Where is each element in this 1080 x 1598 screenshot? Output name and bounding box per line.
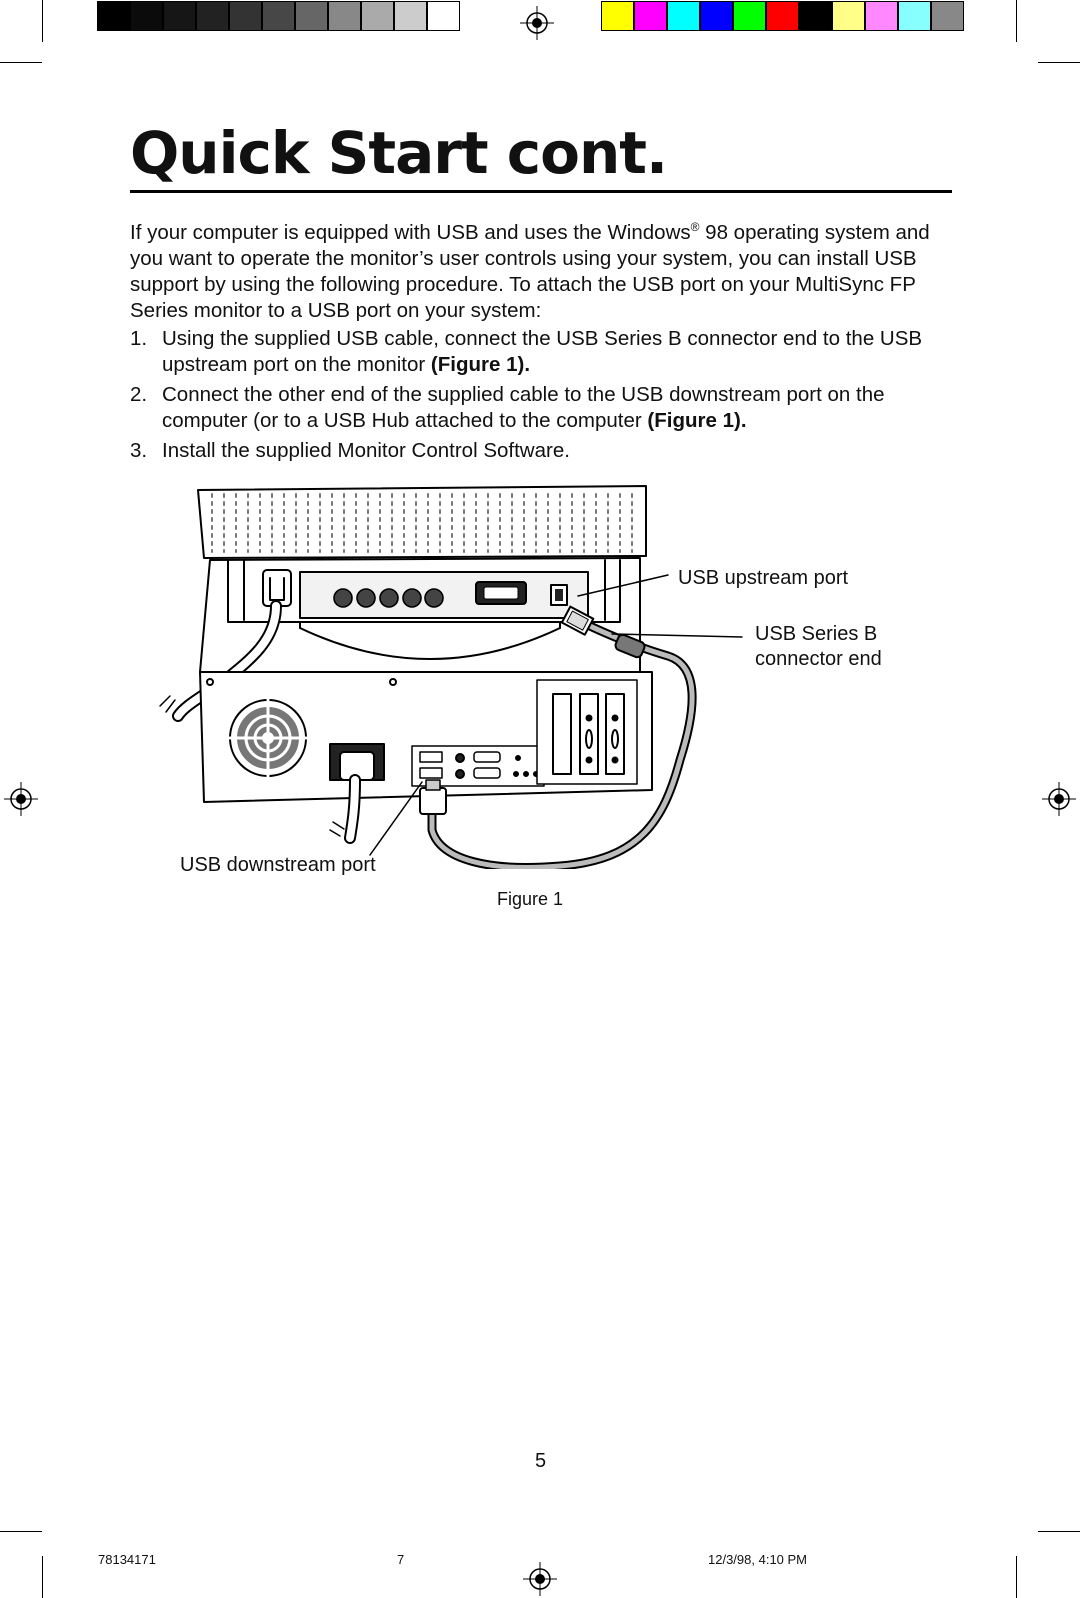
- registration-mark-icon: [520, 6, 554, 40]
- intro-text: If your computer is equipped with USB and uses the Windows: [130, 220, 691, 244]
- color-swatch: [766, 1, 799, 31]
- intro-paragraph: [130, 214, 960, 324]
- crop-mark: [42, 1556, 43, 1598]
- label-line: USB Series B: [755, 623, 878, 645]
- crop-mark: [0, 62, 42, 63]
- color-swatch: [898, 1, 931, 31]
- label-usb-downstream-port: USB downstream port: [180, 854, 376, 876]
- label-line: connector end: [755, 648, 882, 670]
- color-swatch: [130, 1, 163, 31]
- steps-list: [130, 326, 960, 468]
- registration-mark-icon: [1042, 782, 1076, 816]
- step-item: [130, 438, 960, 464]
- color-swatch: [262, 1, 295, 31]
- slug-timestamp: 12/3/98, 4:10 PM: [708, 1552, 808, 1567]
- color-swatch: [700, 1, 733, 31]
- title-divider: [130, 190, 952, 193]
- figure-reference: (Figure 1).: [430, 353, 531, 376]
- step-item: [130, 382, 960, 434]
- slug-sheet-number: 7: [397, 1552, 405, 1567]
- figure-caption: Figure 1: [497, 889, 564, 909]
- step-number: 3.: [130, 439, 148, 462]
- crop-mark: [1038, 62, 1080, 63]
- color-swatch: [229, 1, 262, 31]
- bnc-connectors: [334, 589, 443, 607]
- registration-mark-icon: [4, 782, 38, 816]
- step-text: Using the supplied USB cable, connect the USB Series B connector end to the USB upstream port on the monitor: [162, 327, 923, 376]
- color-swatch: [799, 1, 832, 31]
- color-swatch: [97, 1, 130, 31]
- color-swatch: [634, 1, 667, 31]
- step-item: [130, 326, 960, 378]
- color-swatch: [295, 1, 328, 31]
- color-swatch: [328, 1, 361, 31]
- color-swatch: [601, 1, 634, 31]
- crop-mark: [1016, 1556, 1017, 1598]
- color-swatch: [196, 1, 229, 31]
- color-swatch: [931, 1, 964, 31]
- crop-mark: [0, 1531, 42, 1532]
- step-number: 1.: [130, 327, 148, 350]
- color-swatch: [667, 1, 700, 31]
- label-usb-upstream-port: USB upstream port: [678, 567, 849, 589]
- page-number: 5: [535, 1450, 547, 1472]
- slug-job-number: 78134171: [98, 1552, 156, 1567]
- step-text: Connect the other end of the supplied cable to the USB downstream port on the computer (or to a USB Hub attached to the computer: [162, 383, 885, 432]
- figure-reference: (Figure 1).: [647, 409, 747, 432]
- label-usb-series-b: [755, 622, 882, 672]
- step-number: 2.: [130, 383, 148, 406]
- step-text: Install the supplied Monitor Control Software.: [162, 439, 570, 462]
- page-title: Quick Start cont.: [130, 119, 668, 187]
- color-swatch: [427, 1, 460, 31]
- usb-connection-illustration: [150, 484, 750, 869]
- crop-mark: [42, 0, 43, 42]
- color-swatch: [733, 1, 766, 31]
- color-swatch: [394, 1, 427, 31]
- color-swatch: [865, 1, 898, 31]
- color-swatch: [163, 1, 196, 31]
- intro-text-cont: 98 operating system and you want to operate the monitor’s user controls using your system, you can install USB support by using the following procedure. To attach the USB port on your MultiSync FP Series monitor to a USB port on your system:: [130, 220, 930, 322]
- registered-mark: ®: [690, 220, 700, 234]
- color-swatch: [361, 1, 394, 31]
- registration-mark-icon: [523, 1562, 557, 1596]
- crop-mark: [1016, 0, 1017, 42]
- crop-mark: [1038, 1531, 1080, 1532]
- color-swatch: [832, 1, 865, 31]
